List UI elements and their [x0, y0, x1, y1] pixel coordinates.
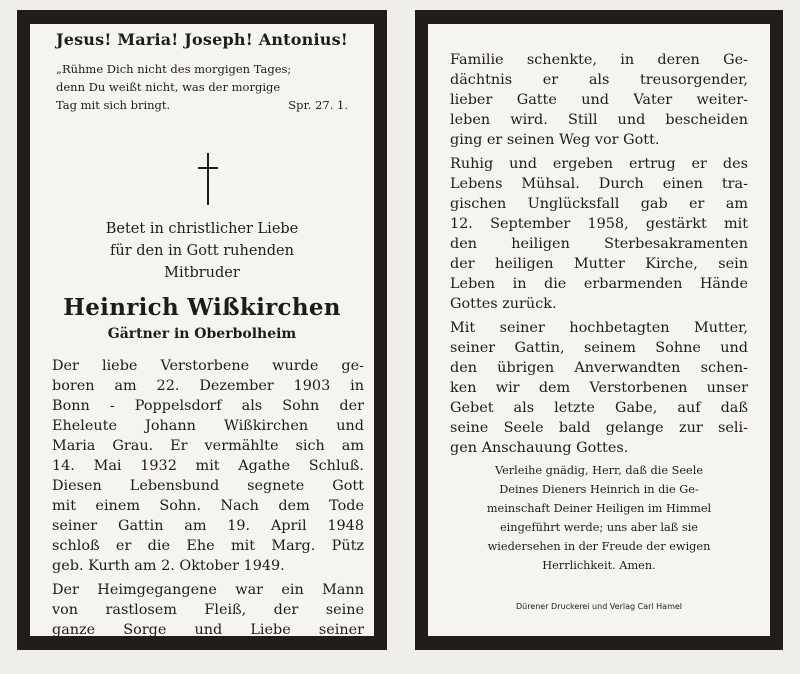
text-line: Familie schenkte, in deren Ge- — [450, 52, 748, 68]
text-line: der heiligen Mutter Kirche, sein — [450, 256, 748, 272]
text-line: den heiligen Sterbesakramenten — [450, 236, 748, 252]
text-line: 12. September 1958, gestärkt mit — [450, 216, 748, 232]
bio-line: ganze Sorge und Liebe seiner — [52, 622, 364, 638]
text-line: Lebens Mühsal. Durch einen tra- — [450, 176, 748, 192]
bio-line: Diesen Lebensbund segnete Gott — [52, 478, 364, 494]
prayer-request-line: Betet in christlicher Liebe — [105, 221, 299, 237]
text-line: leben wird. Still und bescheiden — [450, 112, 748, 128]
quote-reference: Spr. 27. 1. — [288, 98, 348, 112]
closing-prayer-line: eingeführt werde; uns aber laß sie — [500, 521, 698, 534]
closing-prayer-line: Verleihe gnädig, Herr, daß die Seele — [494, 464, 704, 477]
closing-prayer-line: wiedersehen in der Freude der ewigen — [487, 540, 711, 553]
bio-line: schloß er die Ehe mit Marg. Pütz — [52, 538, 364, 554]
bio-line: von rastlosem Fleiß, der seine — [52, 602, 364, 618]
closing-prayer-line: Deines Dieners Heinrich in die Ge- — [499, 483, 699, 496]
motto: Jesus! Maria! Joseph! Antonius! — [55, 30, 349, 49]
closing-prayer-line: meinschaft Deiner Heiligen im Himmel — [486, 502, 712, 515]
prayer-request-line: Mitbruder — [164, 265, 240, 281]
occupation: Gärtner in Oberbolheim — [107, 326, 297, 342]
right-panel — [428, 24, 770, 636]
bio-line: mit einem Sohn. Nach dem Tode — [52, 498, 364, 514]
text-line: ken wir dem Verstorbenen unser — [450, 380, 748, 396]
bio-line: boren am 22. Dezember 1903 in — [52, 378, 364, 394]
bio-line: Maria Grau. Er vermählte sich am — [52, 438, 364, 454]
bio-line: 14. Mai 1932 mit Agathe Schluß. — [52, 458, 364, 474]
text-line: Gebet als letzte Gabe, auf daß — [450, 400, 748, 416]
quote-line: denn Du weißt nicht, was der morgige — [56, 80, 281, 94]
bio-line: Bonn - Poppelsdorf als Sohn der — [52, 398, 364, 414]
text-line: seine Seele bald gelange zur seli- — [450, 420, 748, 436]
deceased-name: Heinrich Wißkirchen — [63, 294, 341, 321]
text-line: seiner Gattin, seinem Sohne und — [450, 340, 748, 356]
text-line: Gottes zurück. — [450, 296, 557, 312]
text-line: den übrigen Anverwandten schen- — [450, 360, 748, 376]
text-line: gischen Unglücksfall gab er am — [450, 196, 748, 212]
left-panel — [30, 24, 374, 636]
cross-icon — [198, 153, 218, 205]
text-line: gen Anschauung Gottes. — [450, 440, 629, 456]
text-line: dächtnis er als treusorgender, — [450, 72, 748, 88]
prayer-request-line: für den in Gott ruhenden — [110, 243, 294, 259]
printer-imprint: Dürener Druckerei und Verlag Carl Hamel — [515, 602, 683, 611]
text-line: lieber Gatte und Vater weiter- — [450, 92, 748, 108]
right-panel-border — [415, 10, 783, 650]
quote-line: Tag mit sich bringt. — [56, 98, 171, 112]
text-line: ging er seinen Weg vor Gott. — [450, 132, 660, 148]
closing-prayer-line: Herrlichkeit. Amen. — [542, 559, 656, 572]
text-line: Ruhig und ergeben ertrug er des — [450, 156, 748, 172]
bio-line: Der liebe Verstorbene wurde ge- — [52, 358, 364, 374]
text-line: Leben in die erbarmenden Hände — [450, 276, 748, 292]
bio-line: Der Heimgegangene war ein Mann — [52, 582, 364, 598]
bio-line: geb. Kurth am 2. Oktober 1949. — [52, 558, 285, 574]
quote-line: „Rühme Dich nicht des morgigen Tages; — [56, 62, 292, 76]
left-panel-border — [17, 10, 387, 650]
bio-line: seiner Gattin am 19. April 1948 — [52, 518, 364, 534]
text-line: Mit seiner hochbetagten Mutter, — [450, 320, 748, 336]
bio-line: Eheleute Johann Wißkirchen und — [52, 418, 364, 434]
